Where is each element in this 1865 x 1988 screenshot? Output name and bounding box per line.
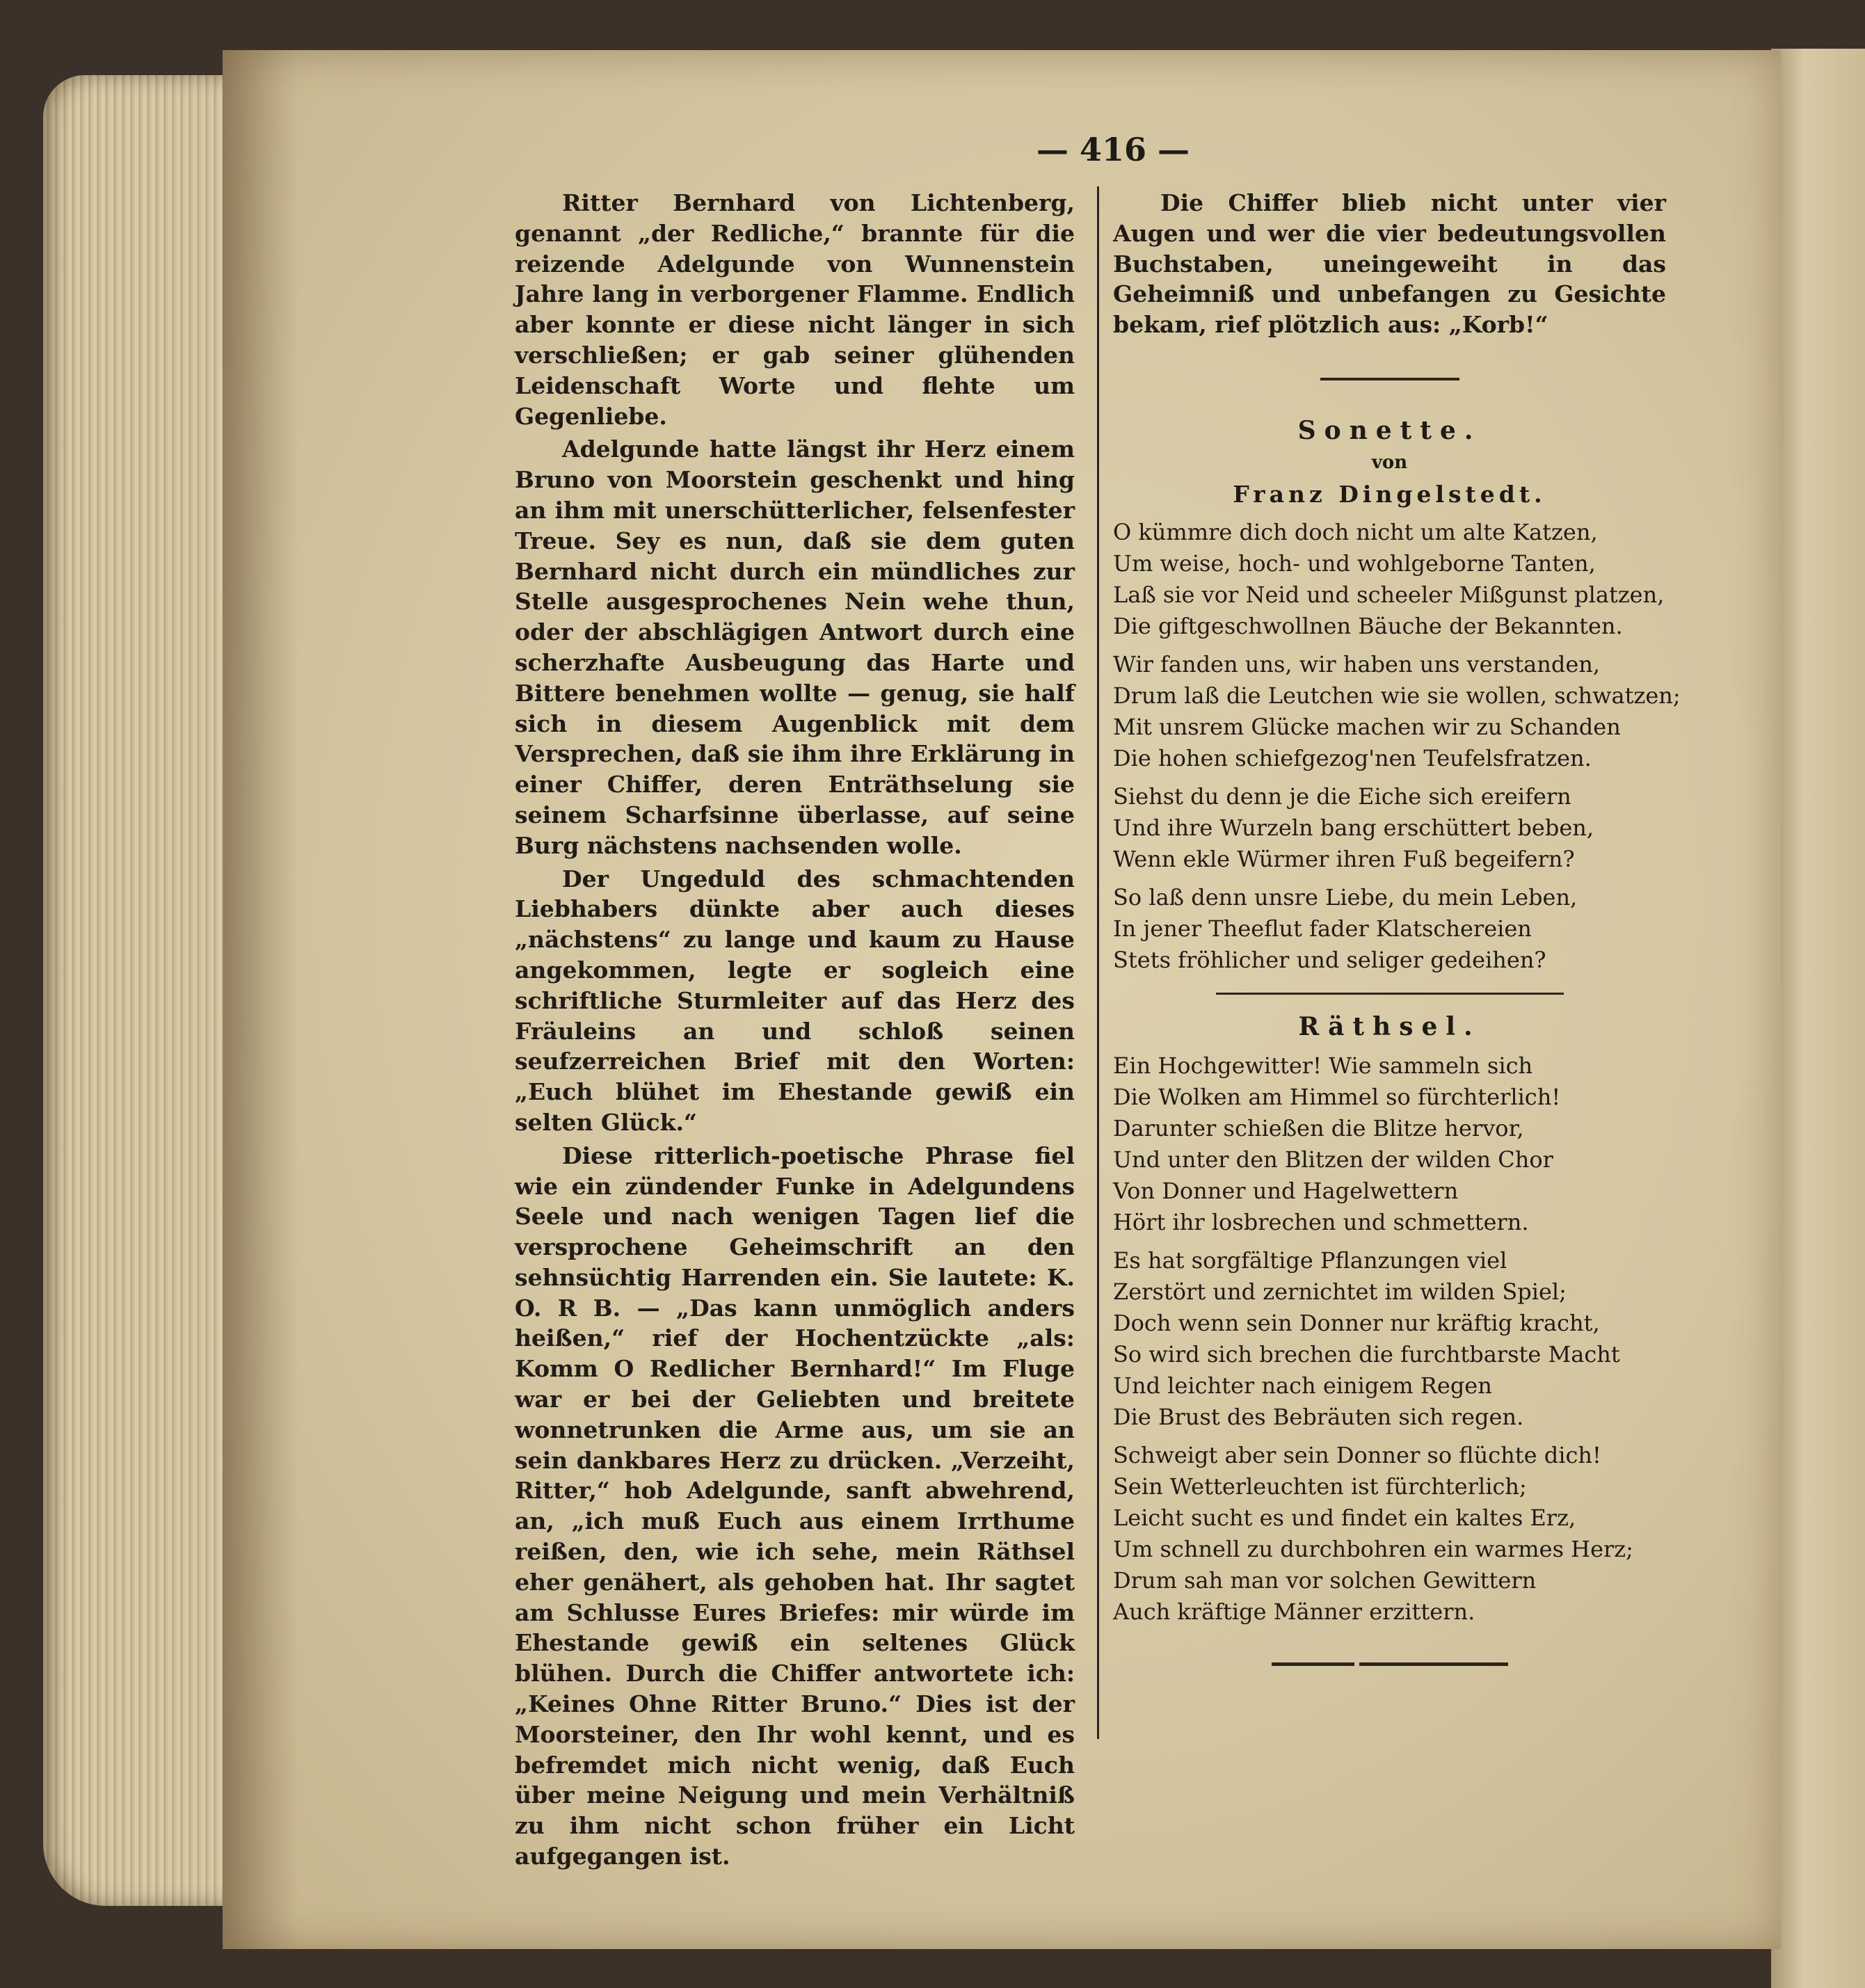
riddle-stanza (1113, 1245, 1666, 1433)
verse-line: So laß denn unsre Liebe, du mein Leben, (1113, 883, 1578, 911)
riddle (1113, 1010, 1666, 1628)
verse-line: Doch wenn sein Donner nur kräftig kracht, (1113, 1309, 1600, 1336)
verse-line: Die Brust des Bebräuten sich regen. (1113, 1403, 1524, 1430)
verse-line: Laß sie vor Neid und scheeler Mißgunst platzen, (1113, 581, 1665, 608)
paragraph: Ritter Bernhard von Lichtenberg, genannt „der Redliche,“ brannte für die reizende Adelgunde von Wunnenstein Jahre lang in verborgener Flamme. Endlich aber konnte er diese nicht länger in sich verschließen; er gab seiner glühenden Leidenschaft Worte und flehte um Gegenliebe. (515, 189, 1075, 430)
riddle-title: Räthsel. (1298, 1011, 1481, 1041)
verse-line: Sein Wetterleuchten ist fürchterlich; (1113, 1473, 1527, 1500)
verse-line: Zerstört und zernichtet im wilden Spiel; (1113, 1278, 1567, 1305)
next-page-edge (1771, 49, 1865, 1988)
paragraph: Der Ungeduld des schmachtenden Liebhabers dünkte aber auch dieses „nächstens“ zu lange und kaum zu Hause angekommen, legte er sogleich eine schriftliche Sturmleiter auf das Herz des Fräuleins an und schloß seinen seufzerreichen Brief mit den Worten: „Euch blühet im Ehestande gewiß ein selten Glück.“ (515, 865, 1075, 1136)
verse-line: Schweigt aber sein Donner so flüchte dich! (1113, 1441, 1601, 1468)
verse-line: Und leichter nach einigem Regen (1113, 1372, 1492, 1399)
right-column (1113, 188, 1681, 1666)
verse-line: Drum sah man vor solchen Gewittern (1113, 1566, 1537, 1594)
end-ornament (1272, 1662, 1508, 1666)
verse-line: Drum laß die Leutchen wie sie wollen, schwatzen; (1113, 682, 1681, 709)
verse-line: Siehst du denn je die Eiche sich ereifern (1113, 783, 1571, 810)
sonnet-stanza (1113, 781, 1666, 875)
verse-line: O kümmre dich doch nicht um alte Katzen, (1113, 518, 1598, 545)
section-divider (1216, 993, 1564, 995)
sonnet-stanza (1113, 882, 1666, 976)
section-divider (1320, 378, 1459, 380)
book-page-edges (43, 75, 252, 1906)
verse-line: Stets fröhlicher und seliger gedeihen? (1113, 946, 1546, 973)
verse-line: Ein Hochgewitter! Wie sammeln sich (1113, 1052, 1533, 1079)
verse-line: Die giftgeschwollnen Bäuche der Bekannten. (1113, 612, 1623, 639)
sonnet-title: Sonette. (1297, 415, 1482, 445)
verse-line: Auch kräftige Männer erzittern. (1113, 1598, 1475, 1625)
verse-line: Von Donner und Hagelwettern (1113, 1177, 1459, 1204)
gutter-shadow (223, 50, 299, 1949)
verse-line: Es hat sorgfältige Pflanzungen viel (1113, 1246, 1507, 1274)
verse-line: Wenn ekle Würmer ihren Fuß begeifern? (1113, 845, 1575, 872)
verse-line: Und unter den Blitzen der wilden Chor (1113, 1146, 1553, 1173)
page-number: — 416 — (1036, 131, 1190, 168)
riddle-stanza (1113, 1050, 1666, 1238)
column-divider (1097, 186, 1099, 1739)
verse-line: Wir fanden uns, wir haben uns verstanden, (1113, 650, 1601, 678)
riddle-stanza (1113, 1440, 1666, 1628)
sonnet (1113, 414, 1681, 976)
verse-line: Um weise, hoch- und wohlgeborne Tanten, (1113, 550, 1596, 577)
sonnet-von: von (1371, 451, 1408, 473)
verse-line: Um schnell zu durchbohren ein warmes Herz; (1113, 1535, 1633, 1562)
verse-line: Hört ihr losbrechen und schmettern. (1113, 1208, 1529, 1235)
verse-line: So wird sich brechen die furchtbarste Macht (1113, 1340, 1620, 1368)
story-continuation: Die Chiffer blieb nicht unter vier Augen und wer die vier bedeutungsvollen Buchstaben, uneingeweiht in das Geheimniß und unbefangen zu Gesichte bekam, rief plötzlich aus: „Korb!“ (1113, 189, 1666, 339)
verse-line: Und ihre Wurzeln bang erschüttert beben, (1113, 814, 1594, 841)
sonnet-stanza (1113, 517, 1666, 642)
sonnet-author: Franz Dingelstedt. (1233, 480, 1546, 508)
verse-line: Die Wolken am Himmel so fürchterlich! (1113, 1083, 1561, 1110)
paragraph: Adelgunde hatte längst ihr Herz einem Bruno von Moorstein geschenkt und hing an ihm mit unerschütterlicher, felsenfester Treue. Sey es nun, daß sie dem guten Bernhard nicht durch ein mündliches zur Stelle ausgesprochenes Nein wehe thun, oder der abschlägigen Antwort durch eine scherzhafte Ausbeugung das Harte und Bittere benehmen wollte — genug, sie half sich in diesem Augenblick mit dem Versprechen, daß sie ihm ihre Erklärung in einer Chiffer, deren Enträthselung sie seinem Scharfsinne überlasse, auf seine Burg nächstens nachsenden wolle. (515, 435, 1075, 859)
verse-line: In jener Theeflut fader Klatschereien (1113, 915, 1532, 942)
paragraph: Diese ritterlich-poetische Phrase fiel wie ein zündender Funke in Adelgundens Seele und nach wenigen Tagen lief die versprochene Geheimschrift an den sehnsüchtig Harrenden ein. Sie lautete: K. O. R B. — „Das kann unmöglich anders heißen,“ rief der Hochentzückte „als: Komm O Redlicher Bernhard!“ Im Fluge war er bei der Geliebten und breitete wonnetrunken die Arme aus, um sie an sein dankbares Herz zu drücken. „Verzeiht, Ritter,“ hob Adelgunde, sanft abwehrend, an, „ich muß Euch aus einem Irrthume reißen, den, wie ich sehe, mein Räthsel eher genähert, als gehoben hat. Ihr sagtet am Schlusse Eures Briefes: mir würde im Ehestande gewiß ein seltenes Glück blühen. Durch die Chiffer antwortete ich: „Keines Ohne Ritter Bruno.“ Dies ist der Moorsteiner, den Ihr wohl kennt, und es befremdet mich nicht wenig, daß Euch über meine Neigung und mein Verhältniß zu ihm nicht schon früher ein Licht aufgegangen ist. (515, 1141, 1075, 1870)
verse-line: Mit unsrem Glücke machen wir zu Schanden (1113, 713, 1621, 740)
verse-line: Darunter schießen die Blitze hervor, (1113, 1114, 1524, 1141)
left-column (515, 188, 1075, 1875)
verse-line: Leicht sucht es und findet ein kaltes Erz, (1113, 1504, 1576, 1531)
sonnet-stanza (1113, 649, 1681, 774)
verse-line: Die hohen schiefgezog'nen Teufelsfratzen. (1113, 744, 1592, 771)
